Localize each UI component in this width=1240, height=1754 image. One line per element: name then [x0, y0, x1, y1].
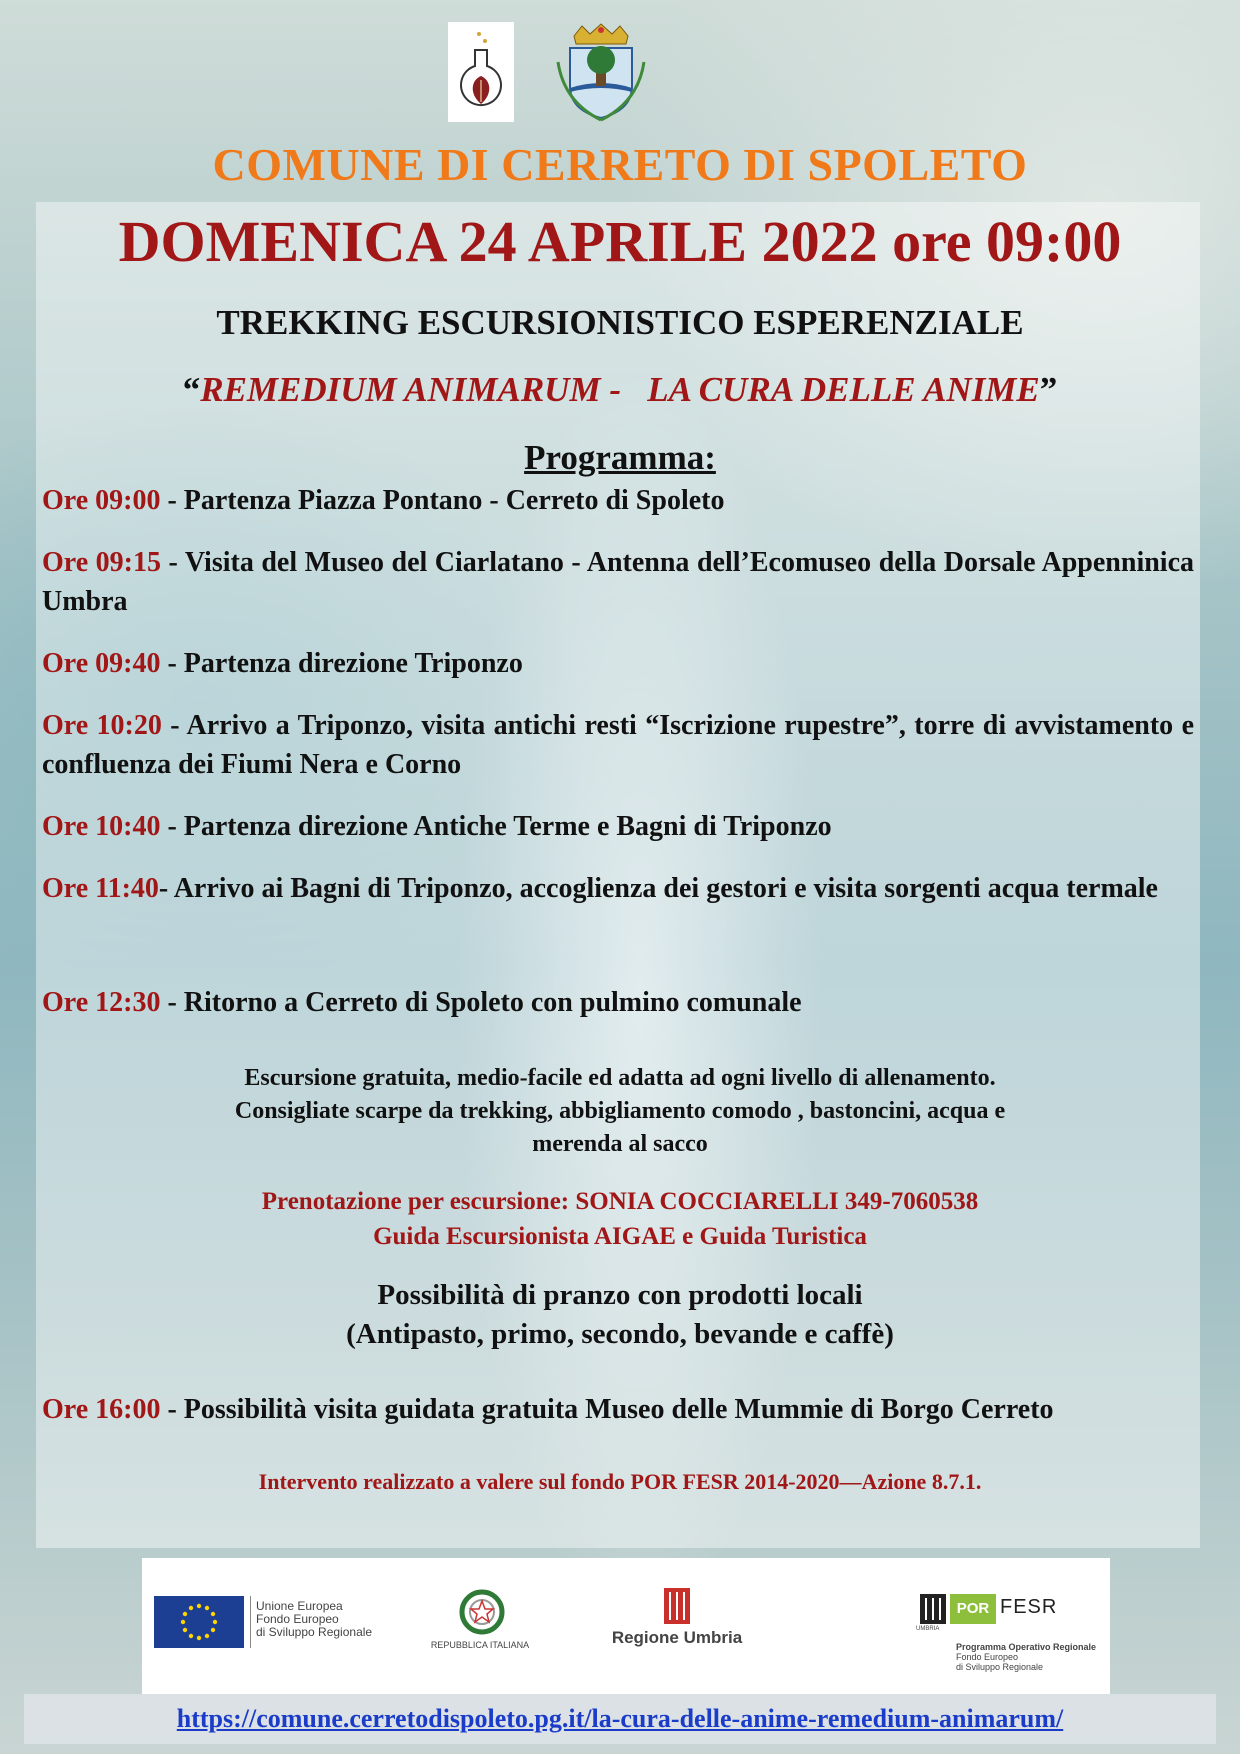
umbria-label: Regione Umbria [611, 1628, 743, 1647]
program-text: - Partenza Piazza Pontano - Cerreto di Spoleto [160, 485, 725, 516]
italian-emblem-icon [454, 1588, 510, 1643]
program-item [42, 869, 1194, 908]
url-bar [24, 1694, 1216, 1744]
program-item [42, 807, 1194, 846]
program-item [42, 983, 1194, 1022]
program-item [42, 644, 1194, 683]
italia-label: REPUBBLICA ITALIANA [430, 1640, 530, 1650]
eu-label-line: Fondo Europeo [256, 1612, 339, 1626]
program-time: Ore 09:15 [42, 547, 161, 578]
program-text: - Arrivo a Triponzo, visita antichi resti “Iscrizione rupestre”, torre di avvistamento e confluenza dei Fiumi Nera e Corno [42, 710, 1195, 780]
notes-line: Consigliate scarpe da trekking, abbigliamento comodo , bastoncini, acqua e [234, 1098, 1006, 1124]
sponsor-bar [142, 1558, 1110, 1694]
program-item [42, 481, 1194, 520]
por-caption-line: Programma Operativo Regionale [956, 1642, 1097, 1652]
program-text: - Arrivo ai Bagni di Triponzo, accoglienza dei gestori e visita sorgenti acqua termale [158, 873, 1158, 904]
program-text: - Possibilità visita guidata gratuita Museo delle Mummie di Borgo Cerreto [160, 1394, 1054, 1425]
umbria-mini-logo-icon [920, 1594, 946, 1624]
lunch-menu: (Antipasto, primo, secondo, bevande e caffè) [346, 1318, 894, 1350]
motto-text: REMEDIUM ANIMARUM - LA CURA DELLE ANIME [200, 370, 1040, 409]
program-time: Ore 10:40 [42, 811, 161, 842]
program-time: Ore 11:40 [42, 873, 159, 904]
program-text: - Visita del Museo del Ciarlatano - Antenna dell’Ecomuseo della Dorsale Appenninica Umbra [42, 547, 1195, 617]
top-logos [448, 22, 646, 122]
eu-flag-icon [154, 1596, 244, 1648]
afternoon-item [42, 1390, 1194, 1429]
lunch-line: Possibilità di pranzo con prodotti locali [377, 1279, 863, 1311]
event-motto [0, 370, 1240, 410]
notes-line: merenda al sacco [532, 1131, 708, 1157]
por-badge: POR [950, 1594, 996, 1624]
notes-line: Escursione gratuita, medio-facile ed adatta ad ogni livello di allenamento. [244, 1065, 996, 1091]
por-caption-line: Fondo Europeo [956, 1652, 1019, 1662]
municipality-title: COMUNE DI CERRETO DI SPOLETO [212, 139, 1028, 190]
por-caption [956, 1642, 1096, 1672]
program-text: - Partenza direzione Triponzo [160, 648, 523, 679]
program-time: Ore 12:30 [42, 987, 161, 1018]
program-time: Ore 10:20 [42, 710, 162, 741]
eu-divider [250, 1596, 251, 1648]
umbria-small-label: UMBRIA [916, 1626, 940, 1632]
motto-close-quote: ” [1039, 370, 1058, 409]
booking-contact: Prenotazione per escursione: SONIA COCCIARELLI 349-7060538 [261, 1188, 979, 1215]
eu-label-line: di Sviluppo Regionale [256, 1625, 373, 1639]
eu-label-line: Unione Europea [256, 1599, 343, 1613]
program-text: - Partenza direzione Antiche Terme e Bagni di Triponzo [160, 811, 832, 842]
booking-guide: Guida Escursionista AIGAE e Guida Turistica [373, 1223, 867, 1250]
program-time: Ore 16:00 [42, 1394, 161, 1425]
motto-open-quote: “ [182, 370, 201, 409]
event-date: DOMENICA 24 APRILE 2022 ore 09:00 [118, 209, 1122, 274]
fesr-label: FESR [1000, 1596, 1058, 1618]
umbria-logo-icon [664, 1588, 690, 1629]
por-caption-line: di Sviluppo Regionale [956, 1662, 1044, 1672]
municipal-crest-icon [556, 22, 646, 122]
program-item [42, 706, 1194, 784]
event-url-link[interactable]: https://comune.cerretodispoleto.pg.it/la-cura-delle-anime-remedium-animarum/ [176, 1704, 1064, 1733]
program-time: Ore 09:40 [42, 648, 161, 679]
flask-logo [448, 22, 514, 122]
funding-note: Intervento realizzato a valere sul fondo POR FESR 2014-2020—Azione 8.7.1. [258, 1469, 982, 1494]
program-text: - Ritorno a Cerreto di Spoleto con pulmino comunale [160, 987, 802, 1018]
program-heading: Programma: [524, 438, 716, 477]
event-subtitle: TREKKING ESCURSIONISTICO ESPERENZIALE [216, 303, 1024, 342]
program-time: Ore 09:00 [42, 485, 161, 516]
program-item [42, 543, 1194, 621]
eu-label [256, 1600, 372, 1639]
